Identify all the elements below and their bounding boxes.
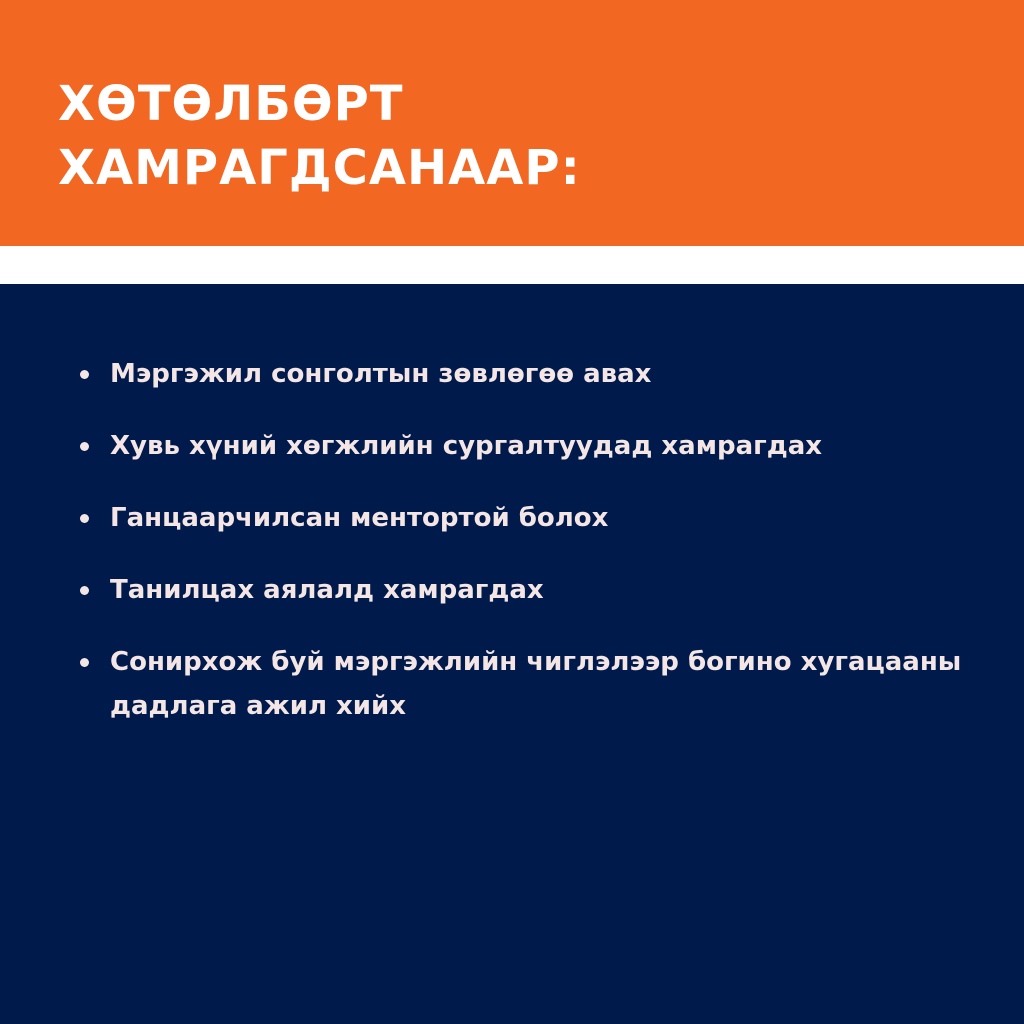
list-item-text: Танилцах аялалд хамрагдах — [110, 575, 544, 605]
divider-stripe — [0, 246, 1024, 284]
list-item — [0, 640, 1024, 728]
title-line-1: ХӨТӨЛБӨРТ — [58, 76, 404, 132]
list-item-text: Мэргэжил сонголтын зөвлөгөө авах — [110, 359, 652, 389]
list-item-text: Хувь хүний хөгжлийн сургалтуудад хамрагдах — [110, 431, 823, 461]
bullet-icon — [80, 586, 89, 595]
list-item — [0, 496, 1024, 540]
list-item — [0, 568, 1024, 612]
bullet-icon — [80, 658, 89, 667]
list-item — [0, 424, 1024, 468]
bullet-icon — [80, 442, 89, 451]
header-band — [0, 0, 1024, 246]
bullet-icon — [80, 370, 89, 379]
page-title — [58, 72, 581, 200]
list-item — [0, 352, 1024, 396]
list-item-text: Ганцаарчилсан ментортой болох — [110, 503, 609, 533]
title-line-2: ХАМРАГДСАНААР: — [58, 140, 581, 196]
benefits-list — [0, 352, 1024, 756]
list-item-text: Сонирхож буй мэргэжлийн чиглэлээр богино хугацааны дадлага ажил хийх — [110, 647, 962, 721]
bullet-icon — [80, 514, 89, 523]
